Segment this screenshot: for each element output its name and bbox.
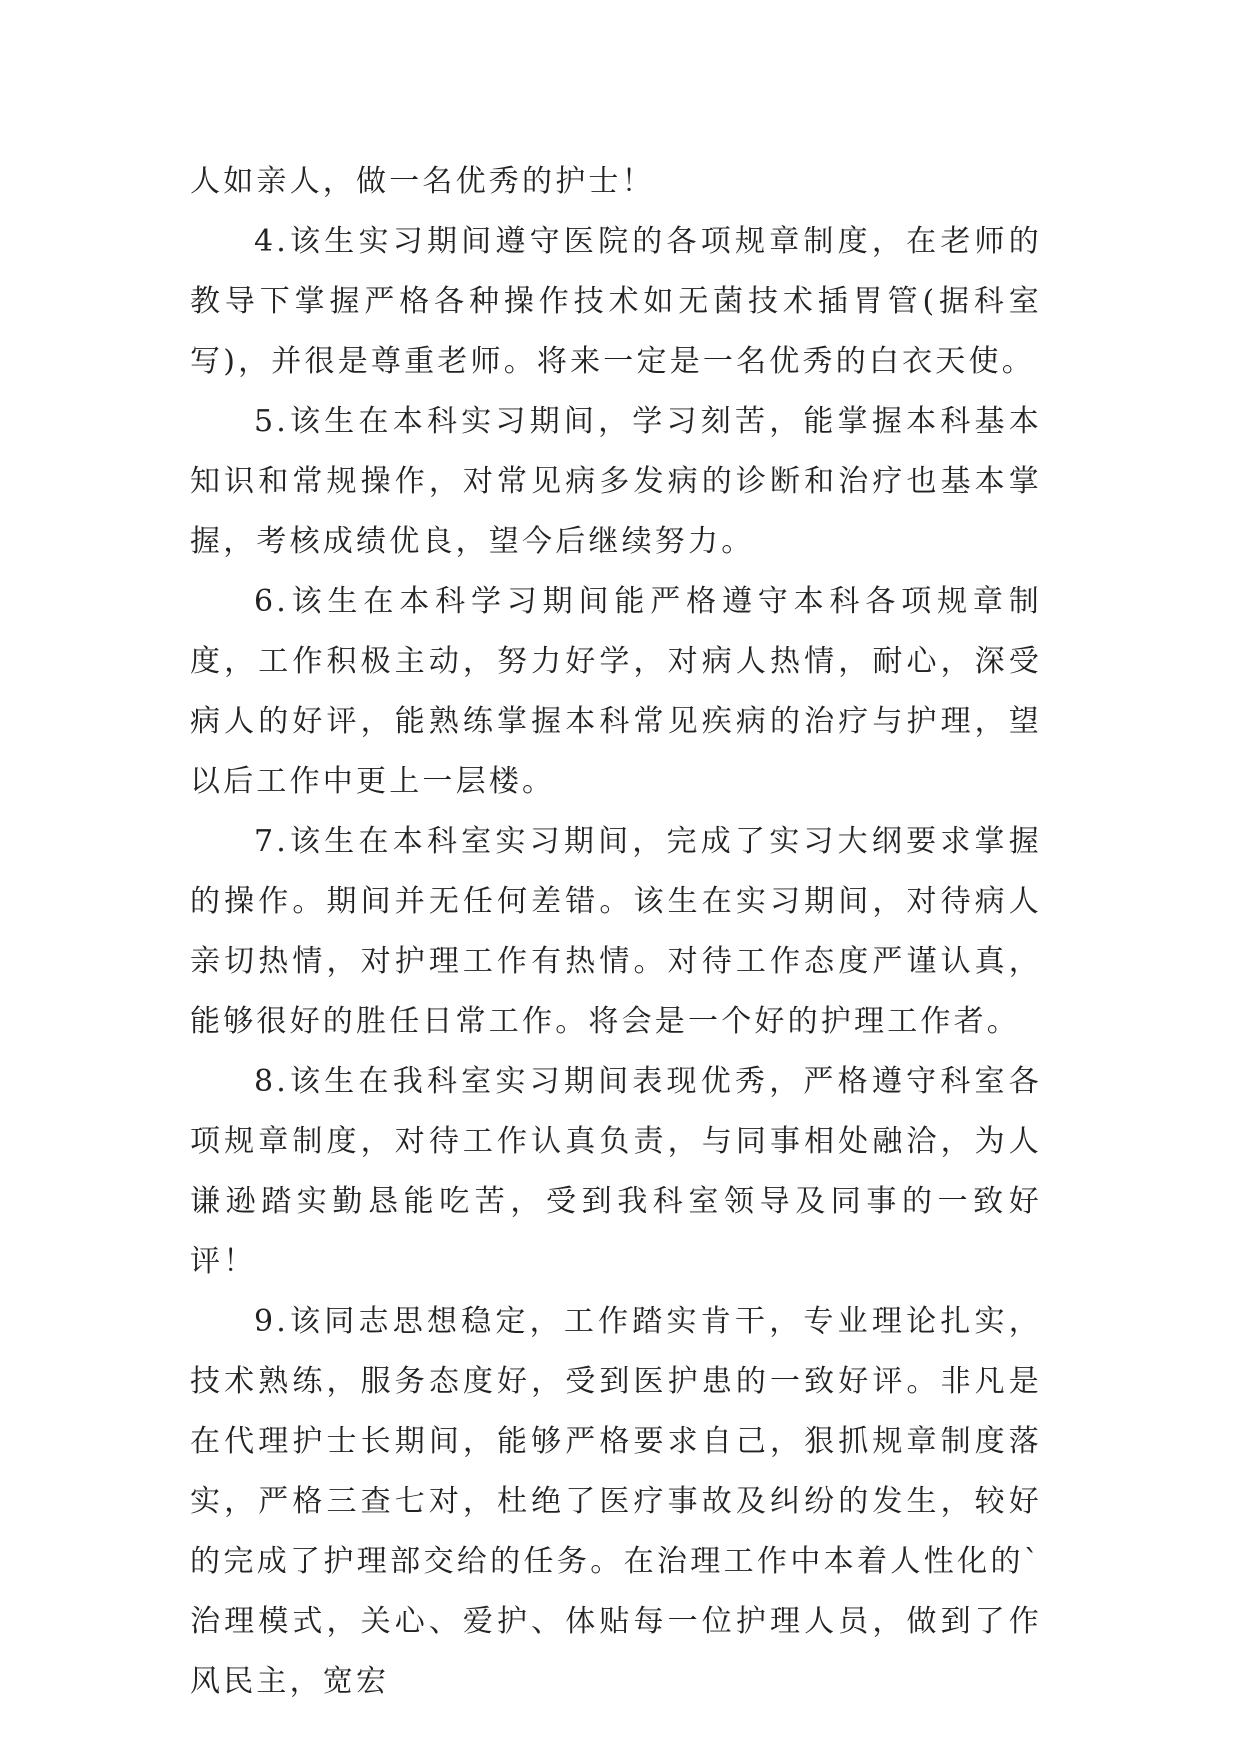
paragraph-item-9: 9.该同志思想稳定，工作踏实肯干，专业理论扎实，技术熟练，服务态度好，受到医护患的一致好评。非凡是在代理护士长期间，能够严格要求自己，狠抓规章制度落实，严格三查七对，杜绝了医疗事故及纠纷的发生，较好的完成了护理部交给的任务。在治理工作中本着人性化的`治理模式，关心、爱护、体贴每一位护理人员，做到了作风民主，宽宏 (190, 1304, 1042, 1699)
paragraph-item-7: 7.该生在本科室实习期间，完成了实习大纲要求掌握的操作。期间并无任何差错。该生在实习期间，对待病人亲切热情，对护理工作有热情。对待工作态度严谨认真，能够很好的胜任日常工作。将会是一个好的护理工作者。 (190, 824, 1042, 1039)
document-body (190, 152, 1042, 1712)
paragraph-item-4: 4.该生实习期间遵守医院的各项规章制度，在老师的教导下掌握严格各种操作技术如无菌技术插胃管(据科室写)，并很是尊重老师。将来一定是一名优秀的白衣天使。 (190, 224, 1042, 379)
paragraph-continuation: 人如亲人，做一名优秀的护士！ (190, 164, 655, 199)
paragraph-item-6: 6.该生在本科学习期间能严格遵守本科各项规章制度，工作积极主动，努力好学，对病人热情，耐心，深受病人的好评，能熟练掌握本科常见疾病的治疗与护理，望以后工作中更上一层楼。 (190, 584, 1042, 799)
paragraph-item-8: 8.该生在我科室实习期间表现优秀，严格遵守科室各项规章制度，对待工作认真负责，与同事相处融洽，为人谦逊踏实勤恳能吃苦，受到我科室领导及同事的一致好评！ (190, 1064, 1042, 1279)
paragraph-item-5: 5.该生在本科实习期间，学习刻苦，能掌握本科基本知识和常规操作，对常见病多发病的诊断和治疗也基本掌握，考核成绩优良，望今后继续努力。 (190, 404, 1042, 559)
